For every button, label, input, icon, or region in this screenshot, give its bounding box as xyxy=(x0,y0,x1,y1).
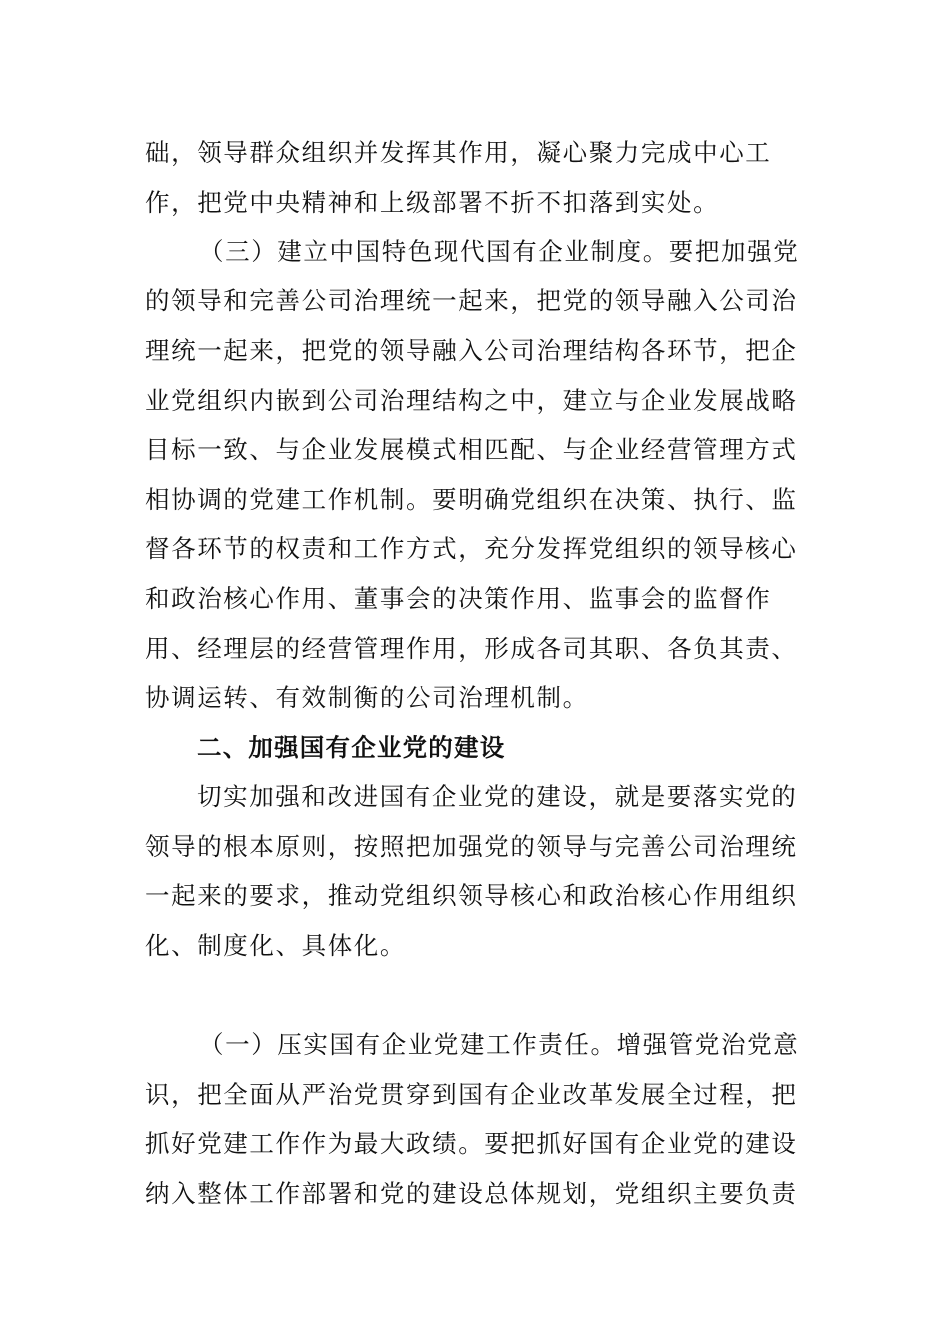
text-line: 一起来的要求，推动党组织领导核心和政治核心作用组织 xyxy=(145,881,798,910)
paragraph-start-line: 切实加强和改进国有企业党的建设，就是要落实党的 xyxy=(197,782,798,811)
text-line: 和政治核心作用、董事会的决策作用、监事会的监督作 xyxy=(145,584,772,613)
text-line: 作，把党中央精神和上级部署不折不扣落到实处。 xyxy=(145,188,720,217)
section-heading: 二、加强国有企业党的建设 xyxy=(197,733,506,762)
text-line: 抓好党建工作作为最大政绩。要把抓好国有企业党的建设 xyxy=(145,1129,798,1158)
text-line: 相协调的党建工作机制。要明确党组织在决策、执行、监 xyxy=(145,485,798,514)
text-line: 纳入整体工作部署和党的建设总体规划，党组织主要负责 xyxy=(145,1179,798,1208)
text-line: 的领导和完善公司治理统一起来，把党的领导融入公司治 xyxy=(145,286,798,315)
text-line: 业党组织内嵌到公司治理结构之中，建立与企业发展战略 xyxy=(145,386,798,415)
paragraph-start-line: （三）建立中国特色现代国有企业制度。要把加强党 xyxy=(199,237,800,266)
text-line: 目标一致、与企业发展模式相匹配、与企业经营管理方式 xyxy=(145,435,798,464)
text-line: 础，领导群众组织并发挥其作用，凝心聚力完成中心工 xyxy=(145,138,772,167)
paragraph-start-line: （一）压实国有企业党建工作责任。增强管党治党意 xyxy=(199,1030,800,1059)
text-line: 用、经理层的经营管理作用，形成各司其职、各负其责、 xyxy=(145,634,798,663)
text-line: 识，把全面从严治党贯穿到国有企业改革发展全过程，把 xyxy=(145,1080,798,1109)
text-line: 理统一起来，把党的领导融入公司治理结构各环节，把企 xyxy=(145,336,798,365)
text-line: 协调运转、有效制衡的公司治理机制。 xyxy=(145,683,589,712)
text-line: 督各环节的权责和工作方式，充分发挥党组织的领导核心 xyxy=(145,534,798,563)
text-line: 领导的根本原则，按照把加强党的领导与完善公司治理统 xyxy=(145,832,798,861)
text-line: 化、制度化、具体化。 xyxy=(145,931,406,960)
